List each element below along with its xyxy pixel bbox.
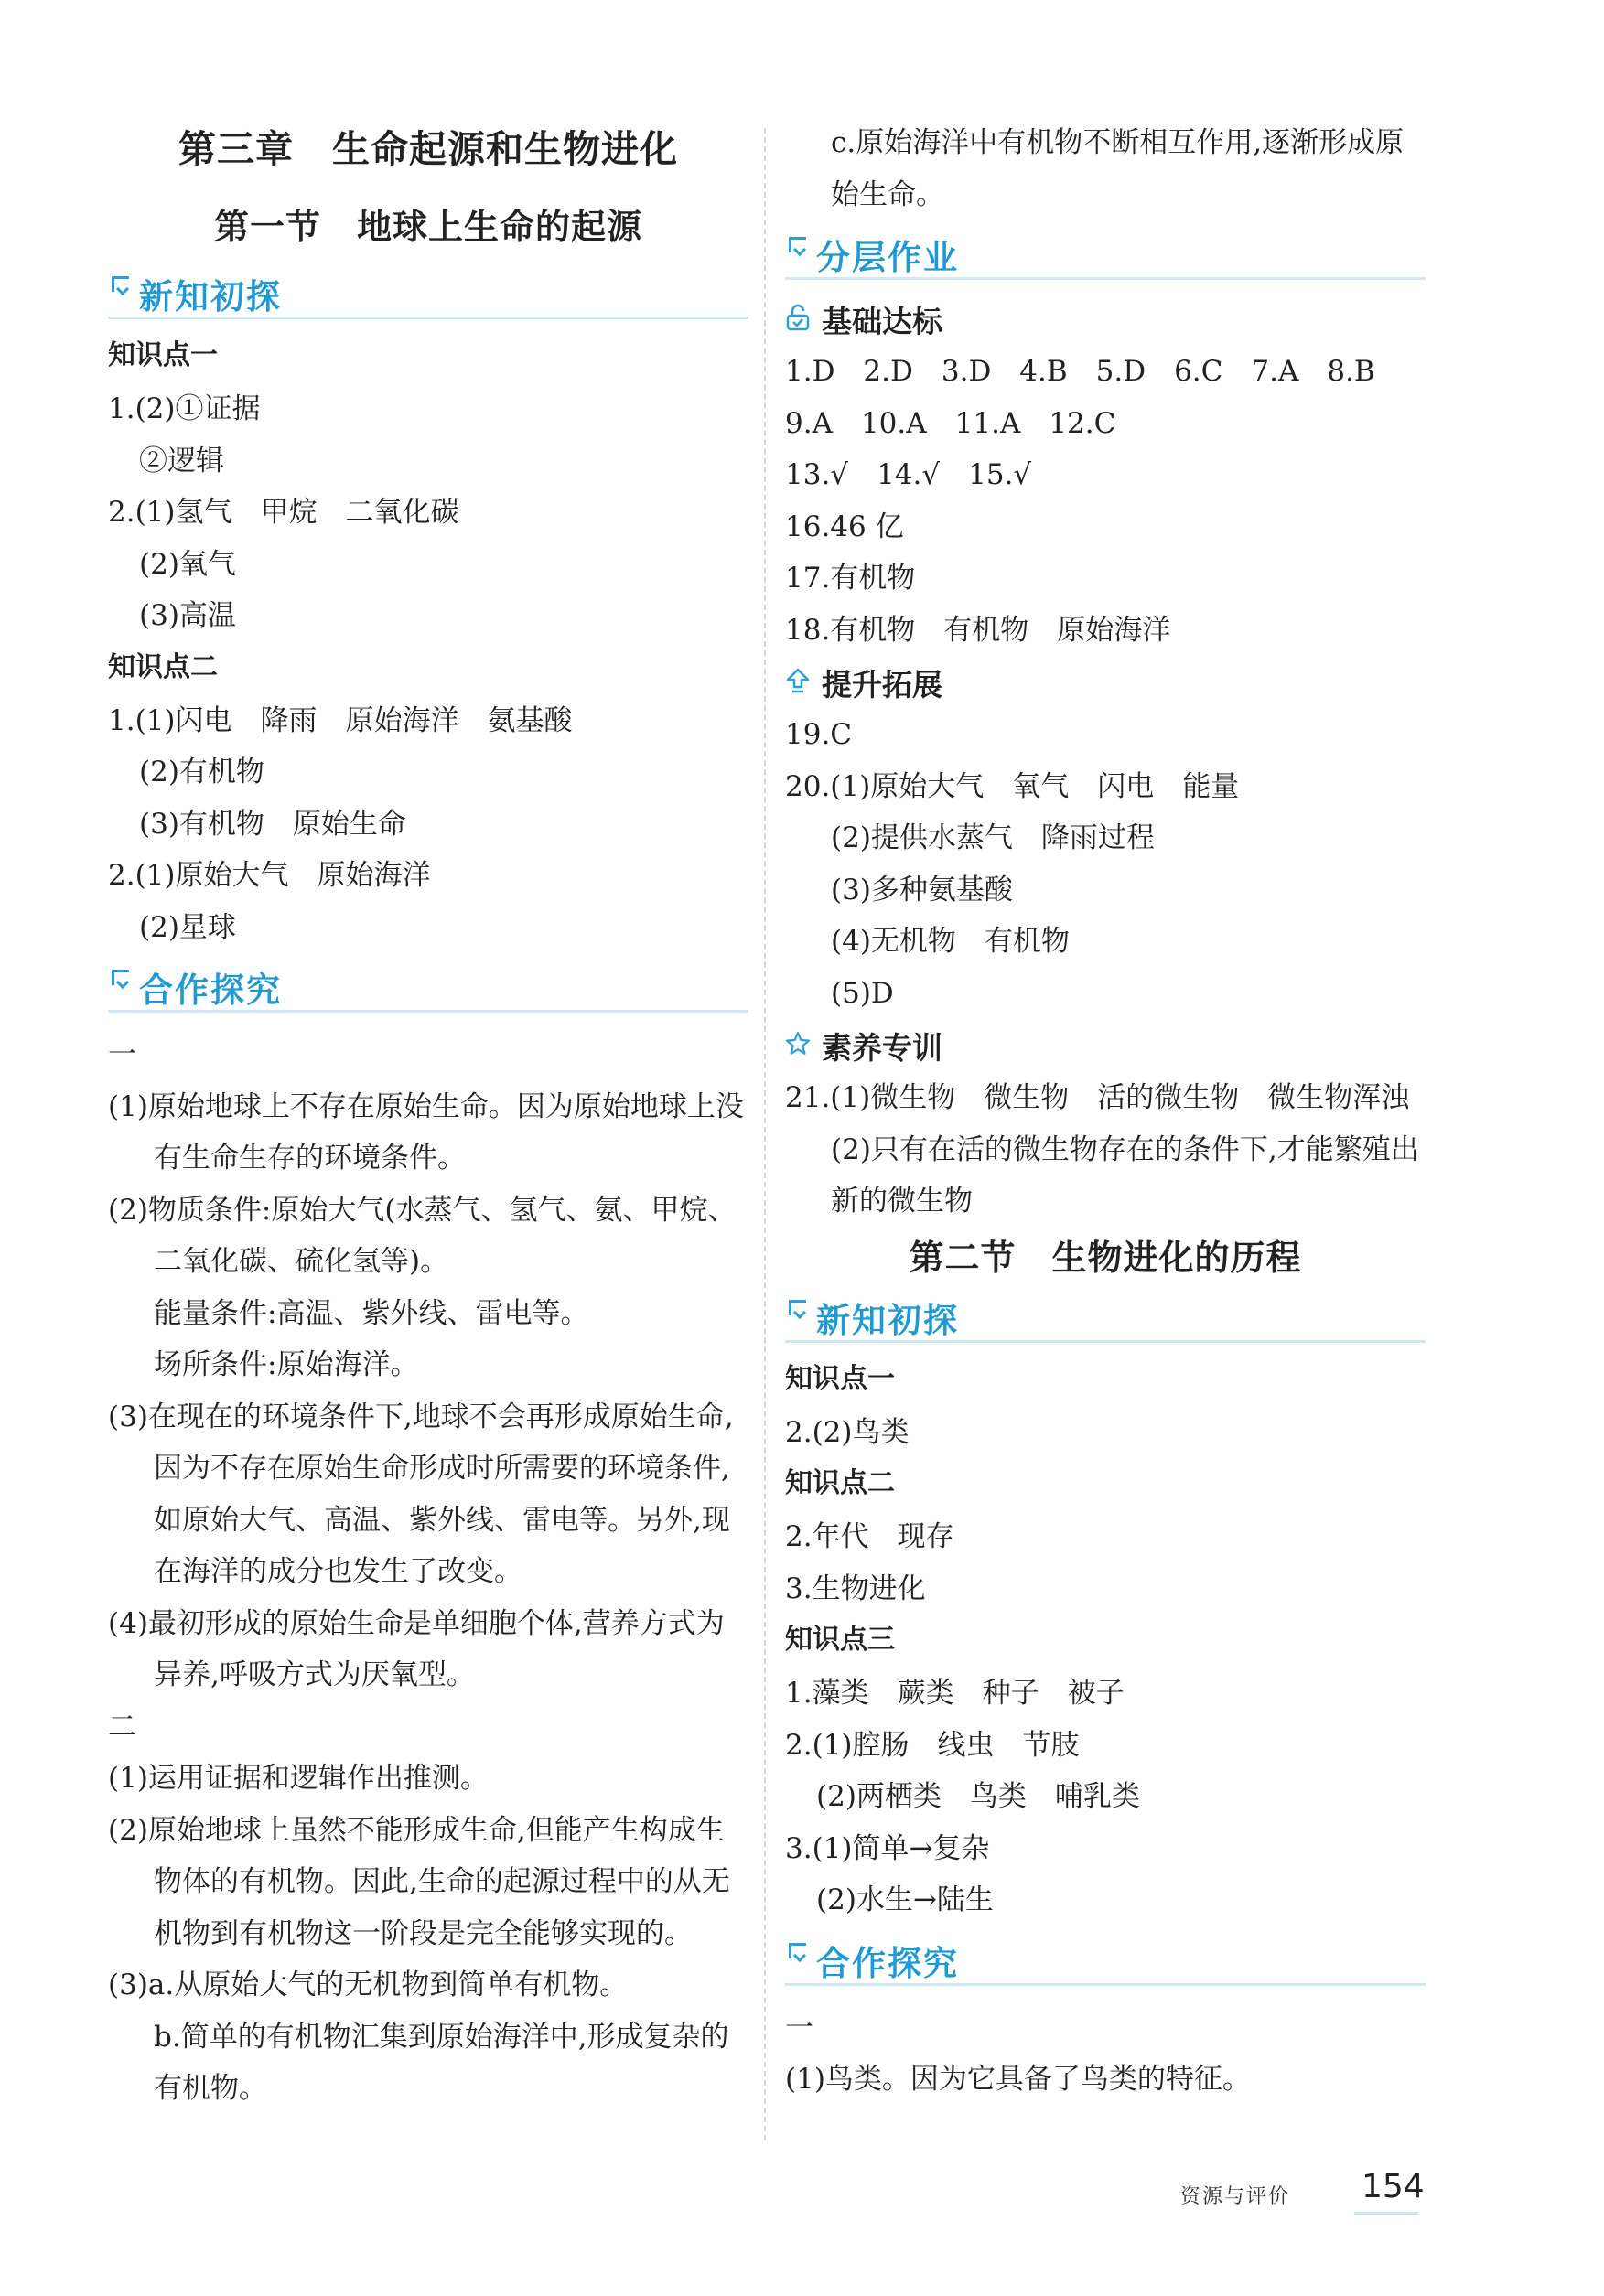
subheader-literacy (785, 1023, 1426, 1068)
answer-line: 3.生物进化 (785, 1572, 926, 1605)
answer-line: 16.46 亿 (785, 510, 904, 543)
subheader-improve (785, 660, 1426, 705)
knowledge-point-heading: 知识点二 (785, 1467, 895, 1499)
answer-line: 2.(2)鸟类 (785, 1415, 910, 1449)
section-header-new-knowledge (108, 269, 748, 319)
knowledge-point-heading: 知识点三 (785, 1624, 895, 1656)
answer-line: (2)水生→陆生 (816, 1883, 994, 1916)
part-number: 一 (785, 2011, 813, 2044)
section-title: 第一节 地球上生命的起源 (213, 207, 642, 247)
answer-line: (5)D (831, 976, 894, 1010)
subheader-label: 提升拓展 (822, 667, 942, 703)
section-title: 第二节 生物进化的历程 (909, 1237, 1302, 1278)
answer-line: 1.D 2.D 3.D 4.B 5.D 6.C 7.A 8.B (785, 355, 1375, 388)
answer-paragraph: (2)原始地球上虽然不能形成生命,但能产生构成生物体的有机物。因此,生命的起源过程中的从无机物到有机物这一阶段是完全能够实现的。 (108, 1813, 730, 1950)
answer-paragraph: c.原始海洋中有机物不断相互作用,逐渐形成原始生命。 (831, 126, 1405, 211)
chapter-title: 第三章 生命起源和生物进化 (178, 127, 678, 171)
answer-line: 2.(1)氢气 甲烷 二氧化碳 (108, 496, 459, 529)
answer-line: 1.(2)①证据 (108, 392, 261, 425)
answer-paragraph: (1)原始地球上不存在原始生命。因为原始地球上没有生命生存的环境条件。 (108, 1089, 744, 1175)
answer-line: 能量条件:高温、紫外线、雷电等。 (154, 1296, 589, 1330)
answer-line: 9.A 10.A 11.A 12.C (785, 406, 1116, 440)
subheader-label: 素养专训 (822, 1030, 942, 1066)
answer-line: 场所条件:原始海洋。 (154, 1348, 419, 1381)
header-marker-icon (789, 1943, 806, 1958)
header-marker-icon (789, 237, 806, 252)
subheader-label: 基础达标 (822, 304, 942, 339)
part-number: 一 (108, 1038, 136, 1071)
footer-label: 资源与评价 (1180, 2185, 1291, 2208)
page-footer (1180, 2168, 1427, 2214)
answer-paragraph: (3)在现在的环境条件下,地球不会再形成原始生命,因为不存在原始生命形成时所需要的环境条件,如原始大气、高温、紫外线、雷电等。另外,现在海洋的成分也发生了改变。 (108, 1400, 734, 1588)
arrow-up-icon (785, 667, 811, 694)
answer-line: 18.有机物 有机物 原始海洋 (785, 613, 1171, 647)
answer-line: (2)氧气 (139, 547, 236, 581)
right-column (785, 117, 1426, 2106)
answer-line: ②逻辑 (139, 444, 224, 477)
answer-line: 2.(1)原始大气 原始海洋 (108, 859, 431, 892)
answer-paragraph: (1)运用证据和逻辑作出推测。 (108, 1762, 489, 1795)
header-marker-icon (789, 1300, 806, 1315)
answer-line: 3.(1)简单→复杂 (785, 1831, 990, 1865)
footer-underline (1354, 2212, 1418, 2215)
answer-line: (2)提供水蒸气 降雨过程 (831, 821, 1155, 854)
answer-paragraph: b.简单的有机物汇集到原始海洋中,形成复杂的有机物。 (154, 2020, 729, 2105)
answer-paragraph: (2)物质条件:原始大气(水蒸气、氢气、氨、甲烷、二氧化碳、硫化氢等)。 (108, 1193, 737, 1278)
section-header-label: 新知初探 (816, 1300, 959, 1340)
answer-line: 19.C (785, 718, 853, 751)
star-icon (785, 1030, 811, 1057)
answer-line: 2.(1)腔肠 线虫 节肢 (785, 1728, 1080, 1762)
answer-line: (4)无机物 有机物 (831, 925, 1070, 958)
answer-line: (3)有机物 原始生命 (139, 807, 406, 841)
header-marker-icon (112, 276, 129, 292)
part-number: 二 (108, 1710, 136, 1743)
answer-line: (2)有机物 (139, 756, 264, 789)
answer-line: 2.年代 现存 (785, 1520, 954, 1553)
answer-line: 1.藻类 蕨类 种子 被子 (785, 1677, 1125, 1710)
answer-line: 1.(1)闪电 降雨 原始海洋 氨基酸 (108, 703, 573, 737)
page-number: 154 (1362, 2168, 1425, 2205)
section-header-new-knowledge (785, 1293, 1426, 1343)
lock-icon (785, 304, 811, 331)
answer-paragraph: (3)a.从原始大气的无机物到简单有机物。 (108, 1969, 629, 2001)
answer-line: (2)两栖类 鸟类 哺乳类 (816, 1780, 1140, 1813)
knowledge-point-heading: 知识点一 (785, 1362, 895, 1395)
subheader-basic (785, 296, 1426, 342)
left-column (108, 119, 748, 2115)
section-header-cooperation (785, 1936, 1426, 1986)
answer-line: 17.有机物 (785, 562, 916, 595)
section-header-cooperation (108, 962, 748, 1013)
answer-paragraph: 21.(1)微生物 微生物 活的微生物 微生物浑浊 (785, 1081, 1410, 1114)
answer-line: 20.(1)原始大气 氧气 闪电 能量 (785, 769, 1240, 803)
section-header-label: 合作探究 (816, 1943, 959, 1983)
knowledge-point-heading: 知识点一 (108, 339, 218, 371)
section-header-layered-homework (785, 230, 1426, 280)
knowledge-point-heading: 知识点二 (108, 650, 218, 683)
answer-line: (2)星球 (139, 910, 236, 944)
column-divider (764, 128, 766, 2140)
answer-paragraph: (2)只有在活的微生物存在的条件下,才能繁殖出新的微生物 (831, 1132, 1419, 1218)
answer-line: (1)鸟类。因为它具备了鸟类的特征。 (785, 2063, 1251, 2096)
answer-line: (3)多种氨基酸 (831, 873, 1013, 907)
section-header-label: 合作探究 (139, 971, 282, 1010)
section-header-label: 分层作业 (816, 238, 959, 277)
answer-line: (3)高温 (139, 599, 236, 632)
answer-paragraph: (4)最初形成的原始生命是单细胞个体,营养方式为异养,呼吸方式为厌氧型。 (108, 1606, 725, 1691)
header-marker-icon (112, 970, 129, 985)
answer-line: 13.√ 14.√ 15.√ (785, 458, 1032, 491)
section-header-label: 新知初探 (139, 277, 282, 317)
